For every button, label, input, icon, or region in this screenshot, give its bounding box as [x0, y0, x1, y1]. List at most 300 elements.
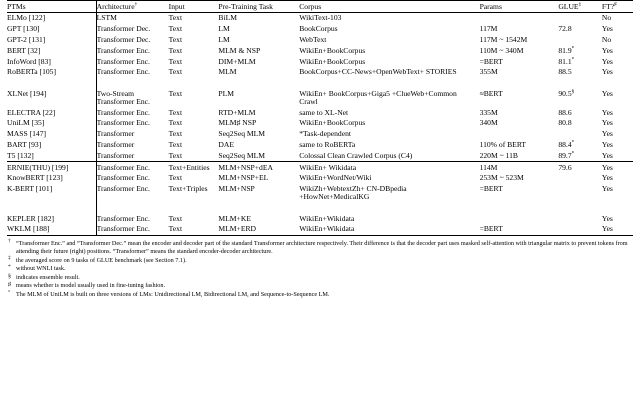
cell-task [218, 118, 299, 129]
cell-ft [602, 24, 633, 35]
cell-ft-text: Yes [601, 24, 613, 34]
footnote-symbol-icon: ° [8, 289, 11, 296]
cell-task [218, 184, 299, 202]
column-header-task [218, 1, 299, 13]
cell-params [480, 56, 559, 67]
cell-ptm [7, 56, 96, 67]
cell-corpus [299, 12, 479, 23]
cell-arch [96, 161, 169, 172]
cell-corpus [299, 161, 479, 172]
cell-arch-text: Transformer [96, 129, 135, 139]
cell-glue-text: 79.6 [558, 162, 572, 172]
cell-arch [96, 67, 169, 78]
cell-glue [558, 56, 602, 67]
cell-params [480, 24, 559, 35]
cell-ptm [7, 107, 96, 118]
cell-ft [602, 150, 633, 161]
cell-arch-text: Transformer [96, 139, 135, 149]
cell-input [169, 56, 219, 67]
cell-task [218, 129, 299, 140]
cell-arch-text: Transformer Enc. [96, 56, 150, 66]
cell-input [169, 107, 219, 118]
cell-ptm-text: MASS [147] [7, 129, 47, 139]
footnote-symbol-icon: § [8, 273, 11, 280]
cell-ft [602, 129, 633, 140]
cell-ptm-text: ERNIE(THU) [199] [7, 162, 69, 172]
cell-params [480, 173, 559, 184]
cell-ft-text: Yes [601, 118, 613, 128]
cell-glue [558, 24, 602, 35]
cell-ptm [7, 184, 96, 202]
cell-ft [602, 224, 633, 235]
cell-ft [602, 161, 633, 172]
row-spacer-cell [602, 202, 633, 213]
cell-input [169, 213, 219, 224]
cell-corpus-text: same to RoBERTa [299, 139, 356, 149]
cell-corpus-text: WikiText-103 [299, 13, 342, 23]
ptm-comparison-table [7, 0, 633, 236]
cell-params-text: =BERT [479, 224, 503, 234]
cell-task-text: MLM+NSP [218, 184, 255, 194]
cell-input-text: Text [168, 150, 183, 160]
cell-input-text: Text [168, 13, 183, 23]
row-spacer-cell [96, 77, 169, 88]
cell-input [169, 12, 219, 23]
row-spacer-cell [7, 202, 96, 213]
table-row[interactable] [7, 24, 633, 35]
cell-input [169, 161, 219, 172]
row-spacer-cell [299, 202, 479, 213]
cell-ptm-text: RoBERTa [105] [7, 67, 56, 77]
column-header-input-label: Input [168, 1, 185, 11]
cell-arch-text: Two-Stream Transformer Enc. [96, 89, 150, 106]
cell-arch-text: Transformer Enc. [96, 224, 150, 234]
cell-params [480, 184, 559, 202]
cell-corpus [299, 129, 479, 140]
cell-corpus [299, 89, 479, 107]
table-row[interactable] [7, 34, 633, 45]
cell-input-text: Text [168, 107, 183, 117]
cell-params-text: 114M [479, 162, 498, 172]
cell-glue [558, 67, 602, 78]
cell-params [480, 224, 559, 235]
table-row[interactable] [7, 161, 633, 172]
cell-task [218, 224, 299, 235]
column-header-ptm [7, 1, 96, 13]
cell-params [480, 150, 559, 161]
cell-ptm-text: KEPLER [182] [7, 213, 55, 223]
cell-ptm-text: K-BERT [101] [7, 184, 53, 194]
row-spacer-cell [169, 202, 219, 213]
footnote-symbol-icon: ♯ [8, 282, 11, 289]
row-spacer-cell [480, 77, 559, 88]
row-spacer-cell [558, 77, 602, 88]
column-header-glue-label: GLUE [558, 1, 579, 11]
cell-glue [558, 184, 602, 202]
cell-glue [558, 161, 602, 172]
cell-ptm [7, 67, 96, 78]
cell-task-text: MLM & NSP [218, 45, 261, 55]
cell-ft [602, 12, 633, 23]
row-spacer [7, 202, 633, 213]
table-body [7, 12, 633, 235]
cell-ft-text: No [601, 13, 612, 23]
cell-glue-text: 80.8 [558, 118, 572, 128]
cell-corpus [299, 107, 479, 118]
cell-params [480, 118, 559, 129]
footnote-text: “Transformer Enc.” and “Transformer Dec.” mean the encoder and decoder part of the standard Transformer architecture respectively. Their difference is that the decoder part uses masked self-attention with triangular matrix to prevent tokens from attending their future (right) positions. “Transformer” means the standard encoder-decoder architecture. [16, 239, 628, 255]
cell-ft-text: Yes [601, 224, 613, 234]
column-header-glue [558, 1, 602, 13]
row-spacer-cell [299, 77, 479, 88]
cell-params-text: 110M ~ 340M [479, 45, 524, 55]
glue-marker-icon: * [571, 139, 575, 146]
cell-task [218, 56, 299, 67]
cell-arch [96, 107, 169, 118]
cell-input-text: Text [168, 224, 183, 234]
cell-ptm [7, 129, 96, 140]
table-row[interactable] [7, 118, 633, 129]
cell-params-text: =BERT [479, 184, 503, 194]
cell-arch-text: Transformer Enc. [96, 118, 150, 128]
cell-input-text: Text [168, 67, 183, 77]
cell-ptm-text: ELECTRA [22] [7, 107, 56, 117]
cell-arch-text: Transformer Dec. [96, 24, 151, 34]
cell-input [169, 118, 219, 129]
cell-task [218, 34, 299, 45]
cell-task [218, 150, 299, 161]
column-header-ft [602, 1, 633, 13]
table-row[interactable] [7, 45, 633, 56]
cell-corpus [299, 118, 479, 129]
glue-marker-icon: * [571, 55, 575, 62]
table-row[interactable] [7, 213, 633, 224]
cell-input [169, 67, 219, 78]
footnote-symbol-icon: † [8, 238, 11, 245]
cell-ft [602, 184, 633, 202]
cell-task-text: MLM♯ NSP [218, 118, 257, 128]
cell-corpus [299, 45, 479, 56]
cell-ptm [7, 150, 96, 161]
row-spacer [7, 77, 633, 88]
cell-input [169, 24, 219, 35]
cell-task [218, 161, 299, 172]
cell-corpus-text: WebText [299, 34, 327, 44]
cell-glue [558, 173, 602, 184]
cell-corpus-text: Colossal Clean Crawled Corpus (C4) [299, 150, 413, 160]
cell-ptm [7, 34, 96, 45]
cell-arch-text: Transformer Enc. [96, 184, 150, 194]
footnote [7, 291, 633, 299]
cell-task-text: Seq2Seq MLM [218, 150, 266, 160]
cell-input-text: Text [168, 173, 183, 183]
cell-arch-text: Transformer Enc. [96, 45, 150, 55]
cell-params [480, 12, 559, 23]
cell-input-text: Text [168, 213, 183, 223]
cell-ptm-text: GPT [130] [7, 24, 40, 34]
cell-corpus [299, 224, 479, 235]
table-row[interactable] [7, 12, 633, 23]
cell-glue [558, 118, 602, 129]
cell-params-text: 340M [479, 118, 498, 128]
cell-ptm-text: UniLM [35] [7, 118, 45, 128]
cell-input-text: Text+Triples [168, 184, 208, 194]
column-header-ptm-label: PTMs [7, 1, 26, 11]
cell-corpus [299, 56, 479, 67]
row-spacer-cell [602, 77, 633, 88]
table-row[interactable] [7, 89, 633, 107]
footnote-text: means whether is model usually used in fine-tuning fashion. [16, 282, 165, 290]
cell-task-text: BiLM [218, 13, 237, 23]
cell-params [480, 139, 559, 150]
cell-arch-text: Transformer Enc. [96, 162, 150, 172]
footnotes [7, 240, 633, 300]
table-row[interactable] [7, 56, 633, 67]
cell-task [218, 139, 299, 150]
cell-params-text: 335M [479, 107, 498, 117]
cell-ptm [7, 161, 96, 172]
cell-glue-text: 81.1 [558, 56, 572, 66]
cell-input-text: Text [168, 24, 183, 34]
cell-ptm-text: XLNet [194] [7, 89, 47, 99]
cell-ptm [7, 45, 96, 56]
cell-task-text: LM [218, 24, 230, 34]
cell-input [169, 139, 219, 150]
footnote-text: indicates ensemble result. [16, 273, 80, 281]
cell-ptm-text: WKLM [188] [7, 224, 50, 234]
footnote [7, 257, 633, 265]
cell-params [480, 161, 559, 172]
cell-task-text: DIM+MLM [218, 56, 256, 66]
cell-task [218, 107, 299, 118]
cell-input [169, 129, 219, 140]
cell-glue [558, 34, 602, 45]
cell-corpus [299, 67, 479, 78]
cell-arch [96, 139, 169, 150]
row-spacer-cell [7, 77, 96, 88]
cell-ft-text: No [601, 34, 612, 44]
cell-ptm-text: GPT-2 [131] [7, 34, 46, 44]
cell-glue [558, 139, 602, 150]
row-spacer-cell [218, 77, 299, 88]
cell-corpus-text: BookCorpus [299, 24, 338, 34]
table-header [7, 1, 633, 13]
cell-ptm [7, 173, 96, 184]
cell-ptm-text: BART [93] [7, 139, 42, 149]
cell-arch [96, 45, 169, 56]
cell-params [480, 213, 559, 224]
cell-ft-text: Yes [601, 173, 613, 183]
table-row[interactable] [7, 67, 633, 78]
cell-arch-text: Transformer Enc. [96, 107, 150, 117]
cell-ptm [7, 24, 96, 35]
cell-ptm [7, 118, 96, 129]
footnote-text: without WNLI task. [16, 265, 66, 273]
cell-input [169, 224, 219, 235]
table-row[interactable] [7, 139, 633, 150]
cell-corpus-text: WikiEn+WordNet/Wiki [299, 173, 372, 183]
cell-ft-text: Yes [601, 107, 613, 117]
cell-corpus-text: same to XL-Net [299, 107, 349, 117]
row-spacer-cell [169, 77, 219, 88]
cell-corpus [299, 150, 479, 161]
cell-ptm-text: T5 [132] [7, 150, 34, 160]
cell-task [218, 24, 299, 35]
cell-input [169, 150, 219, 161]
cell-input-text: Text [168, 34, 183, 44]
cell-ft [602, 213, 633, 224]
cell-ft-text: Yes [601, 45, 613, 55]
cell-task-text: LM [218, 34, 230, 44]
cell-input-text: Text [168, 118, 183, 128]
table-row[interactable] [7, 107, 633, 118]
footnote [7, 274, 633, 282]
table-row[interactable] [7, 129, 633, 140]
cell-arch [96, 89, 169, 107]
cell-arch-text: Transformer Enc. [96, 67, 150, 77]
cell-ft [602, 89, 633, 107]
cell-glue [558, 45, 602, 56]
cell-arch [96, 213, 169, 224]
table-row[interactable] [7, 173, 633, 184]
cell-arch [96, 56, 169, 67]
cell-task-text: MLM+ERD [218, 224, 257, 234]
cell-params [480, 45, 559, 56]
cell-corpus-text: BookCorpus+CC-News+OpenWebText+ STORIES [299, 67, 457, 77]
cell-input [169, 173, 219, 184]
cell-params-text: 355M [479, 67, 498, 77]
cell-corpus [299, 34, 479, 45]
cell-glue-text: 81.9 [558, 45, 572, 55]
cell-ptm [7, 12, 96, 23]
cell-input-text: Text [168, 139, 183, 149]
cell-glue-text: 88.4 [558, 139, 572, 149]
cell-glue-text: 88.6 [558, 107, 572, 117]
cell-params-text: 110% of BERT [479, 139, 527, 149]
row-spacer-cell [558, 202, 602, 213]
footnote-text: The MLM of UniLM is built on three versions of LMs: Unidirectional LM, Bidirectional LM, and Sequence-to-Sequence LM. [16, 291, 330, 299]
cell-arch-text: Transformer [96, 150, 135, 160]
cell-arch-text: Transformer Enc. [96, 213, 150, 223]
cell-corpus-text: WikiEn+ Wikidata [299, 162, 357, 172]
cell-corpus-text: WikiEn+Wikidata [299, 213, 355, 223]
glue-marker-icon: * [571, 45, 575, 52]
cell-task-text: Seq2Seq MLM [218, 129, 266, 139]
cell-task [218, 173, 299, 184]
cell-corpus [299, 173, 479, 184]
footnote-symbol-icon: ‡ [8, 255, 11, 262]
footnote-text: the averaged score on 9 tasks of GLUE benchmark (see Section 7.1). [16, 256, 187, 264]
cell-arch [96, 12, 169, 23]
table-row[interactable] [7, 224, 633, 235]
cell-ft [602, 118, 633, 129]
cell-ptm [7, 224, 96, 235]
cell-task-text: RTD+MLM [218, 107, 256, 117]
column-header-params [480, 1, 559, 13]
cell-ft [602, 34, 633, 45]
dagger-marker-icon: † [134, 1, 138, 8]
column-header-arch [96, 1, 169, 13]
cell-task-text: MLM+NSP+EL [218, 173, 269, 183]
cell-glue [558, 12, 602, 23]
cell-ft-text: Yes [601, 129, 613, 139]
cell-ft [602, 45, 633, 56]
cell-task [218, 12, 299, 23]
cell-glue-text: 88.5 [558, 67, 572, 77]
header-row [7, 1, 633, 13]
column-header-params-label: Params [479, 1, 502, 11]
cell-arch [96, 173, 169, 184]
cell-task [218, 89, 299, 107]
cell-glue [558, 89, 602, 107]
cell-params [480, 129, 559, 140]
cell-ptm [7, 89, 96, 107]
cell-params-text: 220M ~ 11B [479, 150, 518, 160]
cell-params-text: =BERT [479, 56, 503, 66]
cell-input [169, 89, 219, 107]
cell-ptm-text: ELMo [122] [7, 13, 46, 23]
cell-params-text: 117M ~ 1542M [479, 34, 528, 44]
cell-ft-text: Yes [601, 89, 613, 99]
row-spacer-cell [480, 202, 559, 213]
double-dagger-marker-icon: ‡ [578, 1, 582, 8]
cell-ft [602, 56, 633, 67]
cell-ft-text: Yes [601, 162, 613, 172]
cell-task [218, 213, 299, 224]
cell-corpus-text: WikiEn+BookCorpus [299, 56, 366, 66]
table-row[interactable] [7, 184, 633, 202]
cell-ptm-text: BERT [32] [7, 45, 41, 55]
cell-arch [96, 34, 169, 45]
footnote [7, 265, 633, 273]
cell-arch [96, 118, 169, 129]
cell-task-text: MLM+NSP+dEA [218, 162, 273, 172]
cell-arch-text: LSTM [96, 13, 117, 23]
cell-glue [558, 150, 602, 161]
cell-glue [558, 213, 602, 224]
cell-ft-text: Yes [601, 150, 613, 160]
glue-marker-icon: § [571, 88, 575, 95]
cell-ft [602, 67, 633, 78]
cell-ft-text: Yes [601, 139, 613, 149]
cell-params [480, 67, 559, 78]
cell-corpus-text: WikiEn+BookCorpus [299, 118, 366, 128]
footnote [7, 240, 633, 257]
cell-arch-text: Transformer Enc. [96, 173, 150, 183]
cell-params-text: 253M ~ 523M [479, 173, 524, 183]
sharp-marker-icon: ♯ [614, 1, 617, 8]
cell-ptm [7, 213, 96, 224]
cell-input-text: Text [168, 89, 183, 99]
cell-glue [558, 129, 602, 140]
cell-params-text: ≈BERT [479, 89, 503, 99]
cell-glue [558, 224, 602, 235]
footnote [7, 282, 633, 290]
row-spacer-cell [218, 202, 299, 213]
cell-ft [602, 173, 633, 184]
cell-ft [602, 139, 633, 150]
cell-corpus-text: WikiEn+ BookCorpus+Giga5 +ClueWeb+Common Crawl [299, 89, 457, 106]
cell-arch [96, 24, 169, 35]
cell-arch [96, 224, 169, 235]
column-header-task-label: Pre-Training Task [218, 1, 273, 11]
column-header-input [169, 1, 219, 13]
cell-corpus-text: WikiEn+Wikidata [299, 224, 355, 234]
cell-task [218, 67, 299, 78]
cell-input [169, 34, 219, 45]
table-row[interactable] [7, 150, 633, 161]
cell-ft-text: Yes [601, 184, 613, 194]
